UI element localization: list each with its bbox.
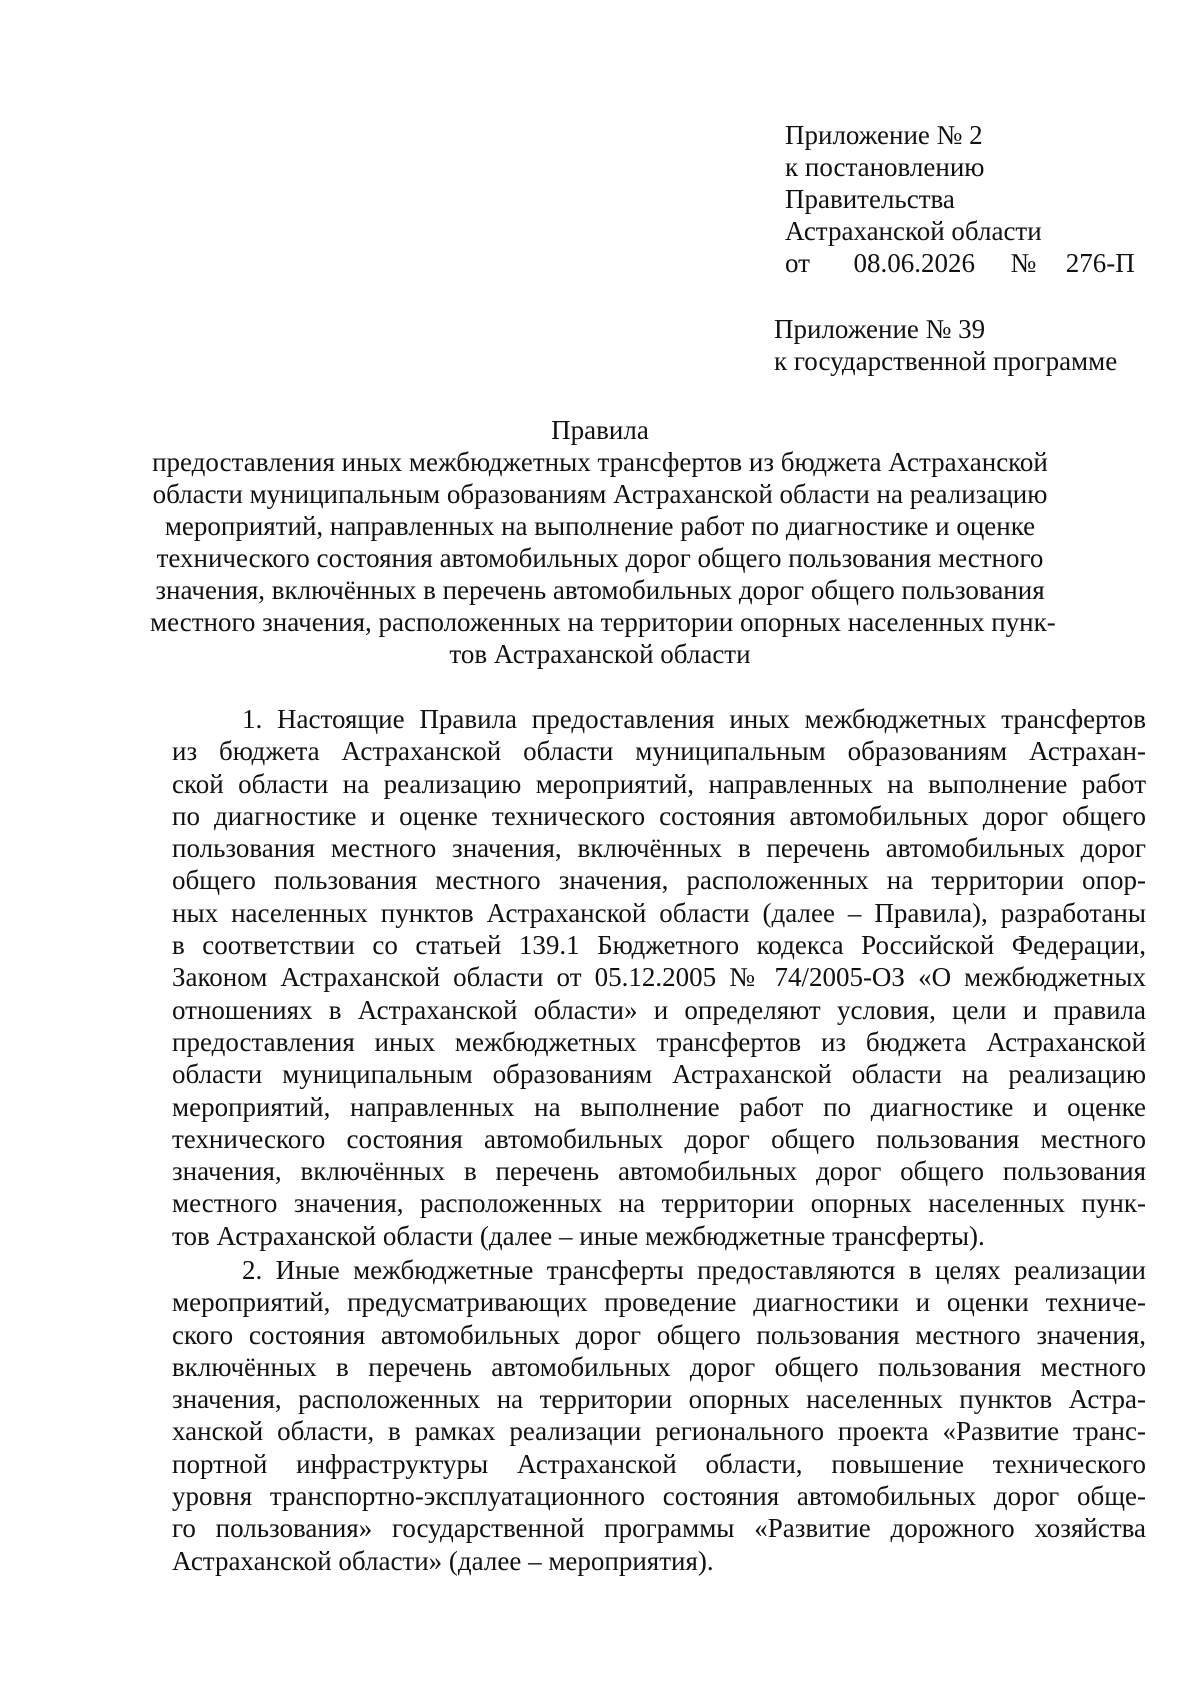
paragraph-line: технического состояния автомобильных дорог общего пользования местного: [172, 1123, 1146, 1154]
title-line: тов Астраханской области: [449, 639, 751, 669]
paragraph-line: го пользования» государственной программы «Развитие дорожного хозяйства: [172, 1513, 1146, 1544]
paragraph-line: области муниципальным образованиям Астраханской области на реализацию: [172, 1059, 1146, 1090]
annex-2-number: 276-П: [1065, 248, 1135, 278]
annex-39-header: [774, 313, 1117, 377]
paragraph-line: пользования местного значения, включённых в перечень автомобильных дорог: [172, 833, 1146, 864]
paragraph-line: отношениях в Астраханской области» и определяют условия, цели и правила: [172, 994, 1146, 1025]
paragraph-line: тов Астраханской области (далее – иные межбюджетные трансферты).: [172, 1220, 985, 1251]
title-line: предоставления иных межбюджетных трансфертов из бюджета Астраханской: [152, 447, 1048, 477]
paragraph-line: ных населенных пунктов Астраханской области (далее – Правила), разработаны: [172, 897, 1146, 928]
annex-2-line2: к постановлению: [785, 152, 985, 182]
paragraph-line: значения, включённых в перечень автомобильных дорог общего пользования: [172, 1156, 1146, 1187]
paragraph-line: Законом Астраханской области от 05.12.2005 № 74/2005-ОЗ «О межбюджетных: [172, 962, 1146, 993]
paragraph-line: в соответствии со статьей 139.1 Бюджетного кодекса Российской Федерации,: [172, 930, 1146, 961]
annex-2-no-sign: №: [1010, 248, 1037, 278]
paragraph-line: общего пользования местного значения, расположенных на территории опор-: [172, 865, 1146, 896]
paragraph-line: 1. Настоящие Правила предоставления иных межбюджетных трансфертов: [242, 704, 1146, 734]
paragraph-line: портной инфраструктуры Астраханской области, повышение технического: [172, 1448, 1146, 1479]
annex-39-line2: к государственной программе: [774, 346, 1118, 376]
paragraph-line: включённых в перечень автомобильных дорог общего пользования местного: [172, 1351, 1146, 1382]
paragraph-line: Астраханской области» (далее – мероприятия).: [172, 1545, 714, 1576]
paragraph-line: предоставления иных межбюджетных трансфертов из бюджета Астраханской: [172, 1026, 1146, 1057]
paragraph-1: [172, 703, 1146, 1252]
annex-2-header: [785, 119, 1135, 279]
title-line: области муниципальным образованиям Астраханской области на реализацию: [152, 479, 1048, 509]
annex-2-line1: Приложение № 2: [785, 120, 983, 150]
paragraph-2: [172, 1254, 1146, 1577]
paragraph-line: значения, расположенных на территории опорных населенных пунктов Астра-: [172, 1384, 1146, 1415]
paragraph-line: ского состояния автомобильных дорог общего пользования местного значения,: [172, 1319, 1146, 1350]
paragraph-line: по диагностике и оценке технического состояния автомобильных дорог общего: [172, 800, 1146, 831]
title-line: мероприятий, направленных на выполнение работ по диагностике и оценке: [164, 511, 1036, 541]
title-line: технического состояния автомобильных дорог общего пользования местного: [156, 543, 1044, 573]
paragraph-line: 2. Иные межбюджетные трансферты предоставляются в целях реализации: [242, 1255, 1146, 1285]
paragraph-line: ской области на реализацию мероприятий, направленных на выполнение работ: [172, 768, 1146, 799]
annex-2-line4: Астраханской области: [785, 216, 1042, 246]
title-heading: Правила: [551, 415, 649, 445]
paragraph-line: из бюджета Астраханской области муниципальным образованиям Астрахан-: [172, 736, 1146, 767]
title-line: значения, включённых в перечень автомобильных дорог общего пользования: [155, 575, 1045, 605]
paragraph-line: ханской области, в рамках реализации регионального проекта «Развитие транс-: [172, 1416, 1146, 1447]
paragraph-line: местного значения, расположенных на территории опорных населенных пунк-: [172, 1188, 1146, 1219]
annex-2-date-number-line: [785, 247, 1135, 279]
annex-2-from: от: [785, 248, 810, 278]
document-title: [150, 414, 1056, 670]
paragraph-line: уровня транспортно-эксплуатационного состояния автомобильных дорог обще-: [172, 1481, 1146, 1512]
annex-2-date: 08.06.2026: [853, 248, 975, 278]
paragraph-line: мероприятий, предусматривающих проведение диагностики и оценки техниче-: [172, 1287, 1146, 1318]
annex-2-line3: Правительства: [785, 184, 955, 214]
annex-39-line1: Приложение № 39: [774, 314, 986, 344]
title-line: местного значения, расположенных на территории опорных населенных пунк-: [150, 607, 1056, 637]
paragraph-line: мероприятий, направленных на выполнение работ по диагностике и оценке: [172, 1091, 1146, 1122]
